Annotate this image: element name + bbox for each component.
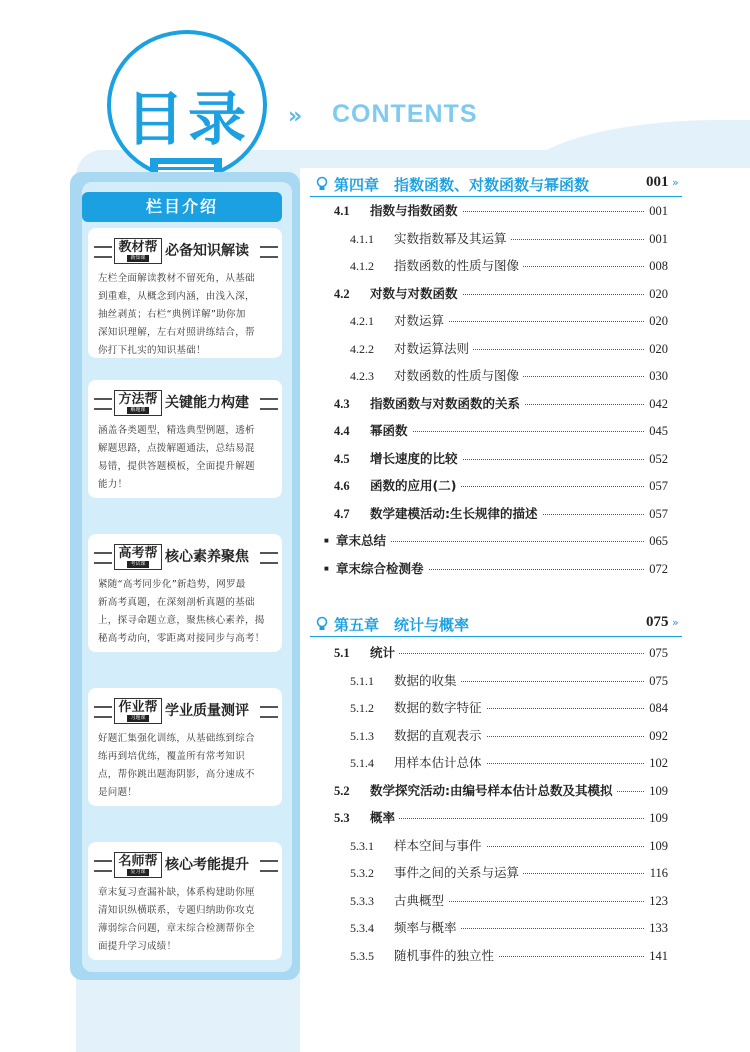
decor-lines-icon [94, 706, 112, 718]
entry-page: 030 [645, 365, 668, 387]
entry-number: 5.3.1 [350, 838, 374, 853]
feature-card [88, 534, 282, 652]
entry-page: 084 [645, 697, 668, 719]
double-chevron-icon: » [288, 104, 303, 129]
description-line: 好题汇集强化训练，从基础练到综合 [98, 733, 255, 744]
decor-lines-icon [260, 860, 278, 872]
toc-entry[interactable] [330, 697, 668, 719]
entry-number: 4.2.2 [350, 341, 374, 356]
entry-number: 4.7 [334, 506, 350, 521]
decor-lines-icon [260, 706, 278, 718]
entry-page: 020 [645, 338, 668, 360]
toc-entry[interactable] [330, 448, 668, 470]
description-line: 涵盖各类题型，精选典型例题，透析 [98, 425, 255, 436]
toc-entry[interactable] [330, 310, 668, 332]
chapter-underline [310, 196, 682, 197]
lightbulb-icon [316, 176, 328, 192]
description-line: 章末复习查漏补缺，体系构建助你厘 [98, 887, 255, 898]
entry-page: 141 [645, 945, 668, 967]
entry-title: 章末总结 [336, 530, 390, 552]
entry-title: 数学建模活动:生长规律的描述 [370, 503, 542, 525]
toc-entry[interactable] [330, 365, 668, 387]
badge-sublabel: 考试课 [127, 561, 149, 568]
card-caption: 关键能力构建 [165, 395, 249, 411]
chapter-title: 第四章 指数函数、对数函数与幂函数 [334, 176, 590, 194]
entry-title: 数据的直观表示 [394, 725, 486, 747]
entry-page: 045 [645, 420, 668, 442]
badge-sublabel: 复习课 [127, 869, 149, 876]
toc-entry[interactable] [330, 725, 668, 747]
toc-entry[interactable] [330, 780, 668, 802]
chapter-underline [310, 636, 682, 637]
description-line: 抽丝剥茧；右栏“典例详解”助你加 [98, 309, 246, 320]
decor-lines-icon [260, 246, 278, 258]
description-line: 面提升学习成绩！ [98, 941, 177, 952]
card-header [94, 698, 276, 724]
entry-page: 042 [645, 393, 668, 415]
badge-label: 作业帮 [118, 700, 158, 715]
entry-title: 实数指数幂及其运算 [394, 228, 511, 250]
description-line: 能力！ [98, 479, 128, 490]
decor-lines-icon [94, 398, 112, 410]
card-header [94, 238, 276, 264]
description-line: 上，探寻命题立意，聚焦核心素养，揭 [98, 615, 265, 626]
toc-entry[interactable] [330, 890, 668, 912]
description-line: 易错，提供答题模板，全面提升解题 [98, 461, 255, 472]
card-badge [114, 698, 162, 724]
entry-number: 5.3.2 [350, 866, 374, 880]
toc-entry[interactable] [330, 228, 668, 250]
toc-entry[interactable] [330, 420, 668, 442]
description-line: 薄弱综合问题，章末综合检测帮你全 [98, 923, 255, 934]
toc-entry[interactable] [330, 255, 668, 277]
toc-entry[interactable] [330, 835, 668, 857]
toc-entry[interactable] [330, 917, 668, 939]
entry-number: 5.1.4 [350, 756, 374, 770]
badge-label: 名师帮 [118, 854, 158, 869]
description-line: 到重难，从概念到内涵，由浅入深， [98, 291, 255, 302]
entry-title: 对数运算 [394, 310, 448, 332]
entry-page: 057 [645, 503, 668, 525]
entry-title: 幂函数 [370, 420, 412, 442]
badge-label: 方法帮 [118, 392, 158, 407]
card-description [98, 422, 274, 494]
description-line: 新高考真题，在深刻剖析真题的基础 [98, 597, 255, 608]
chapter-heading[interactable] [310, 172, 680, 198]
entry-title: 对数运算法则 [394, 338, 473, 360]
entry-number: 4.2.3 [350, 369, 374, 383]
card-header [94, 390, 276, 416]
toc-entry[interactable] [330, 200, 668, 222]
chapter-title: 第五章 统计与概率 [334, 616, 470, 634]
entry-number: 4.3 [334, 396, 350, 411]
badge-sublabel: 新知课 [127, 255, 149, 262]
entry-number: 5.2 [334, 783, 350, 798]
toc-entry[interactable] [330, 807, 668, 829]
entry-page: 123 [645, 890, 668, 912]
entry-title: 样本空间与事件 [394, 835, 486, 857]
toc-entry[interactable] [324, 530, 668, 552]
entry-title: 对数函数的性质与图像 [394, 365, 523, 387]
entry-page: 102 [645, 752, 668, 774]
entry-page: 075 [645, 670, 668, 692]
description-line: 紧随“高考同步化”新趋势，网罗最 [98, 579, 246, 590]
description-line: 点，帮你跳出题海阴影，高分速成不 [98, 769, 255, 780]
badge-sublabel: 习题课 [127, 715, 149, 722]
card-caption: 学业质量测评 [165, 703, 249, 719]
entry-page: 052 [645, 448, 668, 470]
entry-number: 4.4 [334, 424, 350, 438]
entry-page: 072 [645, 558, 668, 580]
entry-title: 数据的收集 [394, 670, 461, 692]
toc-entry[interactable] [330, 503, 668, 525]
entry-page: 109 [645, 835, 668, 857]
entry-page: 092 [645, 725, 668, 747]
badge-sublabel: 解题课 [127, 407, 149, 414]
description-line: 秘高考动向，零距离对接同步与高考！ [98, 633, 265, 644]
decor-lines-icon [94, 860, 112, 872]
entry-title: 对数与对数函数 [370, 283, 462, 305]
entry-number: 4.1.1 [350, 231, 374, 246]
entry-number: 4.1.2 [350, 259, 374, 273]
card-badge [114, 390, 162, 416]
entry-title: 事件之间的关系与运算 [394, 862, 523, 884]
entry-number: 4.2 [334, 286, 350, 301]
entry-title: 统计 [370, 642, 399, 664]
entry-title: 数据的数字特征 [394, 697, 486, 719]
chapter-page: 001 [646, 174, 669, 190]
page-title: 目录 [125, 85, 250, 153]
entry-title: 指数函数的性质与图像 [394, 255, 523, 277]
entry-number: 5.1.2 [350, 701, 374, 715]
decor-lines-icon [94, 552, 112, 564]
entry-title: 增长速度的比较 [370, 448, 462, 470]
entry-page: 109 [645, 780, 668, 802]
entry-number: ■ [324, 563, 329, 573]
chapter-heading[interactable] [310, 612, 680, 638]
toc-entry[interactable] [330, 283, 668, 305]
toc-entry[interactable] [330, 475, 668, 497]
description-line: 左栏全面解读教材不留死角，从基础 [98, 273, 255, 284]
entry-title: 数学探究活动:由编号样本估计总数及其模拟 [370, 780, 617, 802]
feature-card [88, 688, 282, 806]
entry-title: 指数与指数函数 [370, 200, 462, 222]
entry-title: 指数函数与对数函数的关系 [370, 393, 524, 415]
entry-number: 5.3.5 [350, 948, 374, 963]
entry-title: 频率与概率 [394, 917, 461, 939]
card-description [98, 576, 274, 648]
entry-title: 古典概型 [394, 890, 448, 912]
card-badge [114, 852, 162, 878]
description-line: 你打下扎实的知识基础！ [98, 345, 206, 356]
toc-entry[interactable] [330, 752, 668, 774]
entry-page: 109 [645, 807, 668, 829]
entry-page: 020 [645, 283, 668, 305]
page-subtitle: CONTENTS [332, 100, 478, 128]
card-description [98, 884, 274, 956]
decor-lines-icon [260, 552, 278, 564]
double-chevron-icon: » [672, 176, 679, 189]
entry-number: 5.3.3 [350, 893, 374, 908]
entry-number: 5.1.1 [350, 673, 374, 688]
toc-entry[interactable] [330, 338, 668, 360]
badge-label: 教材帮 [118, 240, 158, 255]
double-chevron-icon: » [672, 616, 679, 629]
entry-page: 001 [645, 228, 668, 250]
chapter-page: 075 [646, 614, 669, 630]
toc-entry[interactable] [330, 670, 668, 692]
entry-title: 用样本估计总体 [394, 752, 486, 774]
entry-number: 5.1 [334, 646, 350, 660]
entry-page: 008 [645, 255, 668, 277]
entry-number: 4.1 [334, 204, 350, 218]
card-description [98, 270, 274, 360]
entry-number: 4.5 [334, 451, 350, 466]
entry-page: 057 [645, 475, 668, 497]
description-line: 解题思路，点拨解题通法，总结易混 [98, 443, 255, 454]
card-caption: 必备知识解读 [165, 243, 249, 259]
entry-title: 概率 [370, 807, 399, 829]
description-line: 清知识纵横联系，专题归纳助你攻克 [98, 905, 255, 916]
feature-card [88, 228, 282, 358]
card-caption: 核心考能提升 [165, 857, 249, 873]
card-badge [114, 544, 162, 570]
toc-entry[interactable] [324, 558, 668, 580]
card-header [94, 544, 276, 570]
toc-entry[interactable] [330, 393, 668, 415]
entry-number: 4.6 [334, 479, 350, 493]
toc-entry[interactable] [330, 862, 668, 884]
card-header [94, 852, 276, 878]
entry-number: 4.2.1 [350, 314, 374, 328]
sidebar-title: 栏目介绍 [82, 192, 282, 222]
entry-page: 116 [646, 862, 668, 884]
decor-lines-icon [260, 398, 278, 410]
entry-page: 075 [645, 642, 668, 664]
entry-page: 065 [645, 530, 668, 552]
leader-dots [374, 818, 644, 819]
decor-lines-icon [94, 246, 112, 258]
entry-page: 001 [645, 200, 668, 222]
leader-dots [374, 653, 644, 654]
card-badge [114, 238, 162, 264]
entry-number: 5.3 [334, 811, 350, 825]
entry-number: ■ [324, 536, 329, 545]
entry-title: 章末综合检测卷 [336, 558, 428, 580]
card-caption: 核心素养聚焦 [165, 549, 249, 565]
entry-number: 5.3.4 [350, 921, 374, 935]
entry-title: 随机事件的独立性 [394, 945, 498, 967]
toc-entry[interactable] [330, 945, 668, 967]
entry-page: 020 [645, 310, 668, 332]
entry-title: 函数的应用(二) [370, 475, 460, 497]
leader-dots [374, 431, 644, 432]
description-line: 深知识理解，左右对照讲练结合，帮 [98, 327, 255, 338]
lightbulb-icon [316, 616, 328, 632]
card-description [98, 730, 274, 802]
feature-card [88, 842, 282, 960]
toc-entry[interactable] [330, 642, 668, 664]
feature-card [88, 380, 282, 498]
badge-label: 高考帮 [118, 546, 158, 561]
entry-number: 5.1.3 [350, 728, 374, 743]
description-line: 是问题！ [98, 787, 138, 798]
entry-page: 133 [645, 917, 668, 939]
description-line: 练再到培优练，覆盖所有常考知识 [98, 751, 246, 762]
